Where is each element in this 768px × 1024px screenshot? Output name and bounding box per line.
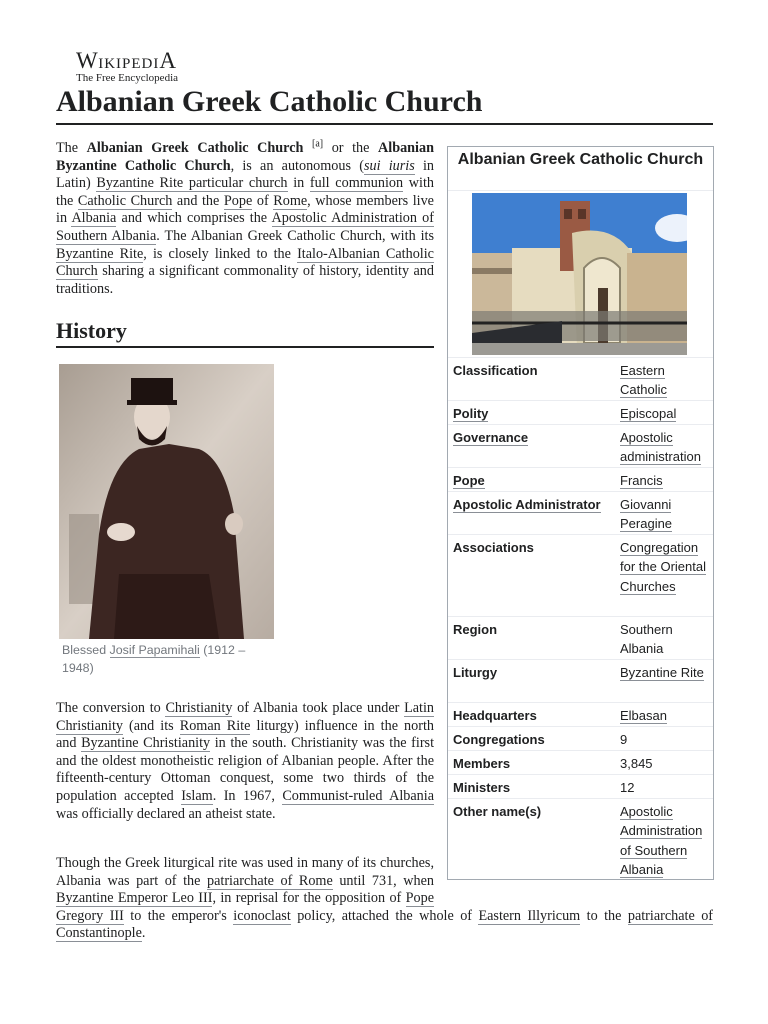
infobox-value[interactable] [620, 404, 712, 423]
infobox-label [453, 663, 618, 682]
text: The [56, 140, 87, 156]
infobox-label [453, 538, 618, 557]
link-islam[interactable]: Islam [181, 787, 213, 804]
infobox-value [620, 754, 712, 773]
infobox-label [453, 706, 618, 725]
infobox-value-text[interactable]: Congregation for the Oriental Churches [620, 540, 706, 594]
text: The conversion to [56, 700, 166, 716]
text: of Albania took place under [232, 700, 405, 716]
infobox-label[interactable] [453, 471, 618, 490]
infobox-label-text: Liturgy [453, 665, 498, 680]
link-pope[interactable]: Pope [223, 192, 253, 209]
text: of [252, 192, 274, 209]
infobox [447, 146, 714, 880]
infobox-value-text[interactable]: Francis [620, 473, 663, 488]
infobox-label-text: Associations [453, 540, 534, 555]
infobox-label [453, 802, 618, 821]
text: , is closely linked to the [143, 245, 298, 262]
infobox-row [448, 659, 713, 703]
infobox-value-text: Southern Albania [620, 622, 673, 657]
infobox-value-text: 9 [620, 732, 628, 747]
text: and which comprises the [116, 210, 272, 227]
infobox-label-text[interactable]: Apostolic Administrator [453, 497, 601, 512]
infobox-row [448, 702, 713, 727]
text: with the [56, 175, 434, 209]
infobox-value[interactable] [620, 802, 712, 880]
infobox-row [448, 750, 713, 775]
infobox-label-text: Congregations [453, 732, 545, 747]
text: liturgy) influence in the north and [56, 717, 434, 752]
portrait-image[interactable] [59, 364, 274, 639]
text: . In 1967, [212, 787, 283, 804]
link-communist-ruled-albania[interactable]: Communist-ruled Albania [282, 787, 434, 804]
text: , is an autonomous ( [230, 157, 364, 174]
infobox-value-text[interactable]: Elbasan [620, 708, 667, 723]
link-apostolic-administration[interactable]: Apostolic Administration of Southern Albania [56, 210, 434, 244]
link-josif-papamihali[interactable]: Josif Papamihali [109, 643, 200, 657]
text: in [287, 175, 310, 192]
infobox-label-text[interactable]: Governance [453, 430, 529, 445]
history-paragraph-1 [56, 700, 434, 823]
infobox-value [620, 778, 712, 797]
title-divider [56, 123, 713, 125]
bold-text: Albanian Byzantine Catholic Church [56, 140, 434, 174]
link-byzantine-rite-particular-church[interactable]: Byzantine Rite particular church [96, 175, 288, 192]
image-caption [62, 641, 272, 677]
text: Blessed [62, 643, 110, 657]
infobox-label [453, 754, 618, 773]
infobox-label [453, 730, 618, 749]
infobox-label-text: Other name(s) [453, 804, 542, 819]
infobox-value[interactable] [620, 361, 712, 400]
bold-text: Albanian Greek Catholic Church [86, 140, 304, 156]
link-roman-rite[interactable]: Roman Rite [179, 717, 251, 734]
infobox-value[interactable] [620, 663, 712, 682]
infobox-label-text: Region [453, 622, 498, 637]
infobox-value-text[interactable]: Apostolic administration [620, 430, 701, 465]
infobox-row [448, 467, 713, 492]
text: was officially declared an atheist state. [56, 805, 276, 822]
infobox-label[interactable] [453, 428, 618, 447]
infobox-value-text[interactable]: Apostolic Administration of Southern Albania [620, 804, 703, 878]
text: to the emperor's [123, 907, 234, 924]
infobox-value-text[interactable]: Giovanni Peragine [620, 497, 673, 532]
infobox-value [620, 730, 712, 749]
infobox-value-text: 12 [620, 780, 635, 795]
infobox-value[interactable] [620, 495, 712, 534]
infobox-value[interactable] [620, 706, 712, 725]
text: . The Albanian Greek Catholic Church, with its [156, 227, 434, 244]
text: Though the Greek liturgical rite was used in many of its churches, Albania was part of the [56, 855, 434, 889]
text: sharing a significant commonality of history, identity and traditions. [56, 263, 434, 297]
text: to the [580, 907, 628, 924]
infobox-label-text[interactable]: Pope [453, 473, 485, 488]
link-byzantine-emperor-leo-iii[interactable]: Byzantine Emperor Leo III [56, 890, 213, 907]
infobox-label-text: Ministers [453, 780, 511, 795]
lead-paragraph [56, 140, 434, 298]
church-photo[interactable] [472, 193, 687, 355]
infobox-value[interactable] [620, 471, 712, 490]
text: policy, attached the whole of [290, 907, 479, 924]
link-eastern-illyricum[interactable]: Eastern Illyricum [478, 907, 581, 924]
infobox-value-text: 3,845 [620, 756, 653, 771]
infobox-label [453, 778, 618, 797]
text: in Latin) [56, 157, 434, 192]
text: or the [323, 140, 378, 156]
infobox-label[interactable] [453, 495, 618, 514]
section-divider [56, 346, 434, 348]
infobox-label-text: Members [453, 756, 511, 771]
link-christianity[interactable]: Christianity [165, 700, 233, 716]
text: , whose members live in [56, 192, 434, 227]
text: in the south. Christianity was the first and the oldest monotheistic religion of Albanian people. After the fifteenth-century Ottoman conquest, some two thirds of the population accepted [56, 735, 435, 804]
link-albania[interactable]: Albania [71, 210, 117, 227]
note-link[interactable]: [a] [312, 138, 324, 150]
link-catholic-church[interactable]: Catholic Church [77, 192, 173, 209]
infobox-value-text[interactable]: Episcopal [620, 406, 677, 421]
infobox-label [453, 361, 618, 380]
infobox-row [448, 534, 713, 617]
link-pope-gregory-iii[interactable]: Pope Gregory III [56, 890, 434, 924]
infobox-value[interactable] [620, 428, 712, 467]
text: and the [172, 192, 224, 209]
link-sui-iuris[interactable]: sui iuris [363, 157, 415, 174]
link-latin-christianity[interactable]: Latin Christianity [56, 700, 435, 734]
infobox-row [448, 424, 713, 468]
infobox-label-text: Headquarters [453, 708, 537, 723]
link-patriarchate-of-constantinople[interactable]: patriarchate of Constantinople [56, 907, 714, 942]
infobox-label[interactable] [453, 404, 618, 423]
infobox-row [448, 616, 713, 660]
link-byzantine-christianity[interactable]: Byzantine Christianity [81, 735, 211, 752]
page-title: Albanian Greek Catholic Church [56, 85, 483, 118]
link-byzantine-rite[interactable]: Byzantine Rite [56, 245, 144, 262]
link-patriarchate-of-rome[interactable]: patriarchate of Rome [206, 872, 333, 889]
infobox-label-text[interactable]: Polity [453, 406, 489, 421]
link-iconoclast[interactable]: iconoclast [233, 907, 291, 924]
infobox-title: Albanian Greek Catholic Church [448, 147, 713, 191]
text: until 731, when [332, 872, 435, 889]
text: , in reprisal for the opposition of [212, 890, 406, 907]
infobox-row [448, 726, 713, 751]
infobox-row [448, 798, 713, 881]
infobox-row [448, 400, 713, 425]
infobox-value-text[interactable]: Byzantine Rite [620, 665, 704, 680]
text: (1912 – 1948) [62, 643, 246, 675]
infobox-value[interactable] [620, 538, 712, 596]
wikipedia-logo[interactable] [76, 50, 216, 85]
infobox-value-text[interactable]: Eastern Catholic [620, 363, 667, 398]
logo-tagline: The Free Encyclopedia [76, 72, 179, 84]
link-rome[interactable]: Rome [273, 192, 308, 209]
infobox-value [620, 620, 712, 659]
section-heading-history: History [56, 318, 127, 343]
infobox-label [453, 620, 618, 639]
infobox-row [448, 491, 713, 535]
logo-wordmark: WikipediA [76, 48, 177, 73]
text: (and its [123, 717, 180, 734]
infobox-row [448, 357, 713, 401]
link-italo-albanian-catholic-church[interactable]: Italo-Albanian Catholic Church [56, 245, 434, 280]
link-full-communion[interactable]: full communion [309, 175, 404, 192]
text: . [141, 925, 146, 942]
infobox-row [448, 774, 713, 799]
infobox-label-text: Classification [453, 363, 538, 378]
